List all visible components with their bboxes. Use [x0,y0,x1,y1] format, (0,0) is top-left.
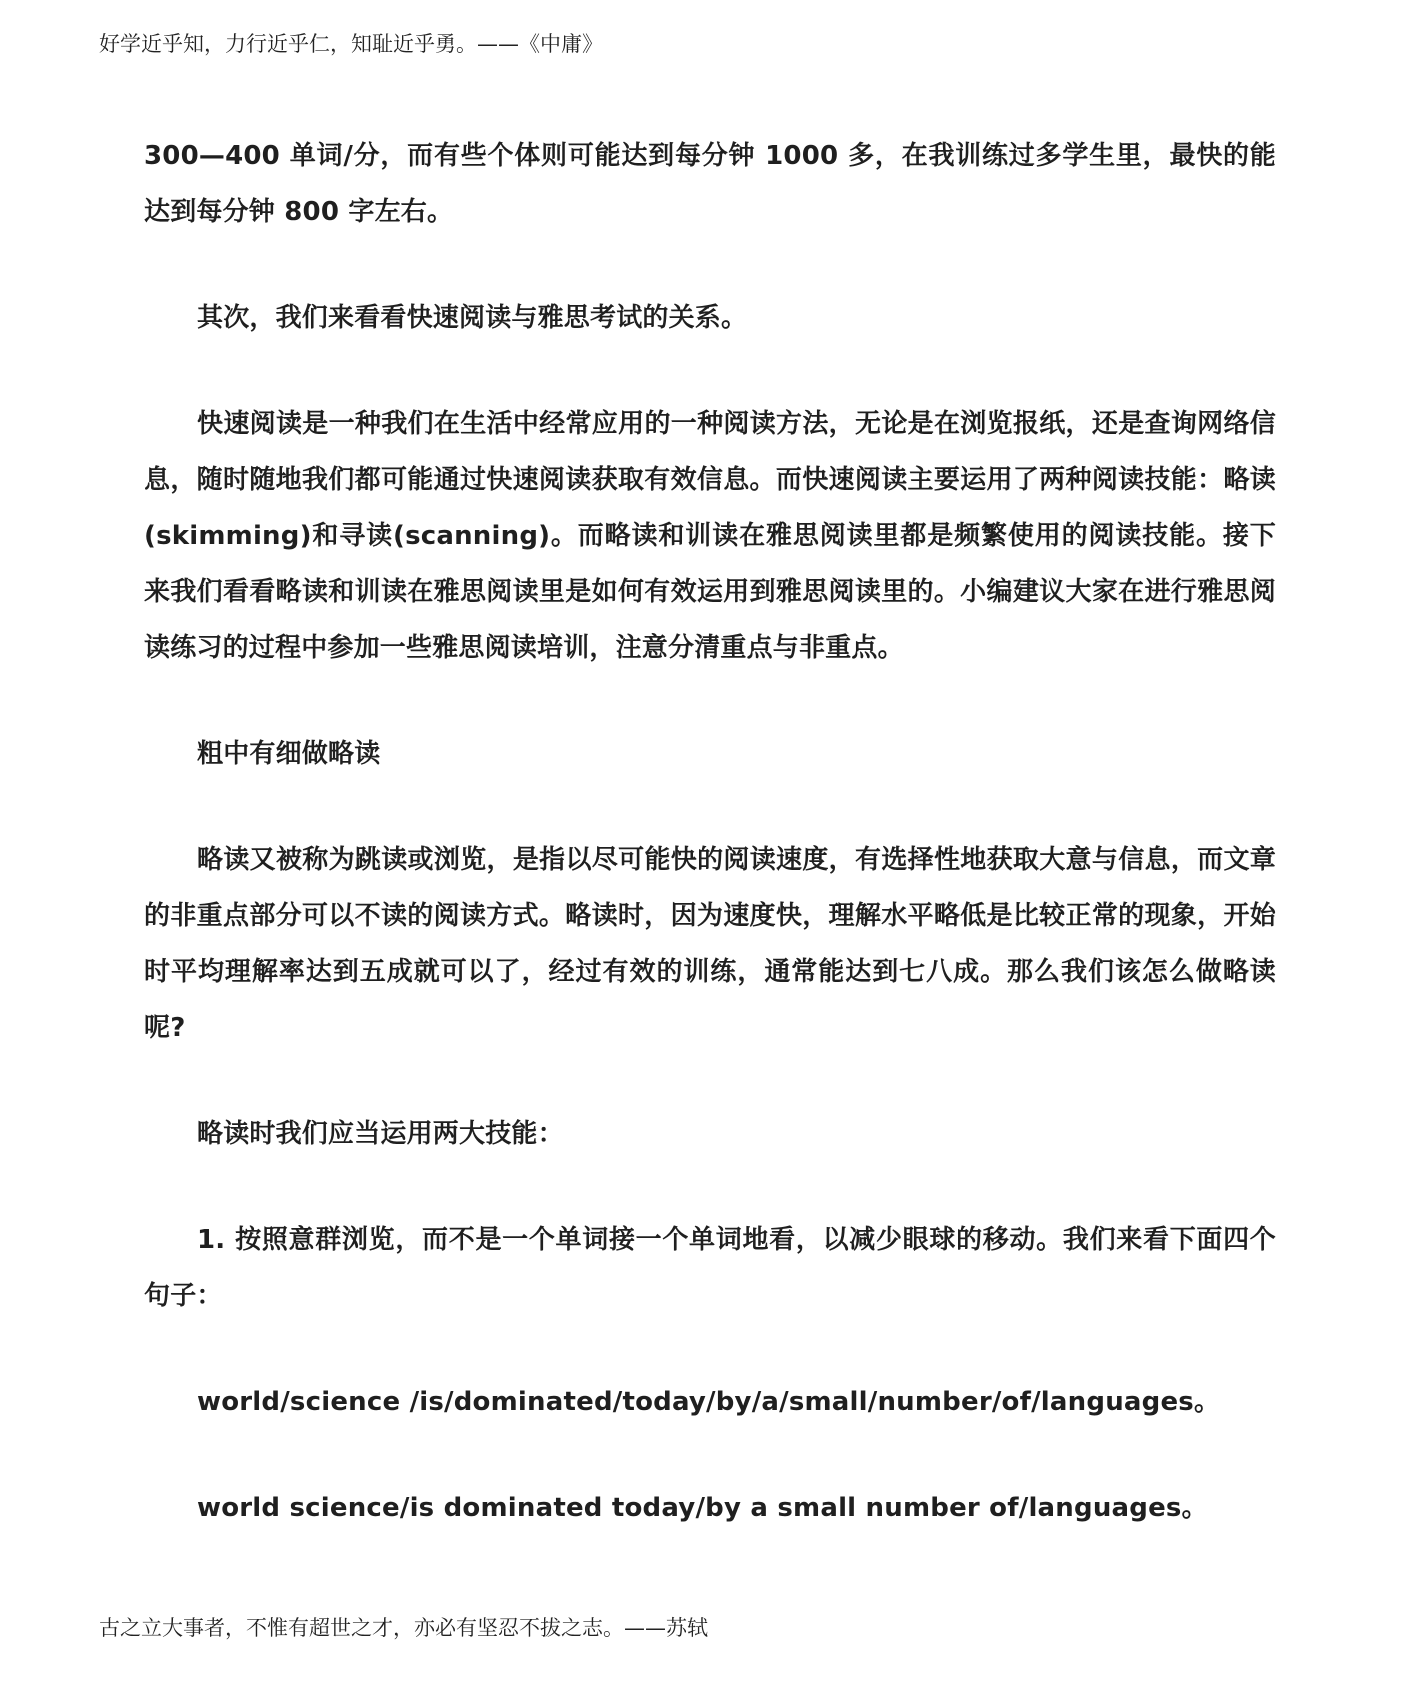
example-sentence-sense-groups: world science/is dominated today/by a small number of/languages。 [197,1493,1208,1523]
paragraph-fast-reading: 快速阅读是一种我们在生活中经常应用的一种阅读方法，无论是在浏览报纸，还是查询网络信息，随时随地我们都可能通过快速阅读获取有效信息。而快速阅读主要运用了两种阅读技能：略读(skimming)和寻读(scanning)。而略读和训读在雅思阅读里都是频繁使用的阅读技能。接下来我们看看略读和训读在雅思阅读里是如何有效运用到雅思阅读里的。小编建议大家在进行雅思阅读练习的过程中参加一些雅思阅读培训，注意分清重点与非重点。 [144,409,1276,663]
example-sentence-word-by-word: world/science /is/dominated/today/by/a/small/number/of/languages。 [197,1387,1221,1417]
list-item-sense-groups: 1. 按照意群浏览，而不是一个单词接一个单词地看，以减少眼球的移动。我们来看下面四个句子： [144,1225,1276,1311]
document-body [144,128,1276,1586]
section-heading-skimming: 粗中有细做略读 [197,739,381,769]
page-header-quote: 好学近乎知，力行近乎仁，知耻近乎勇。——《中庸》 [99,32,603,56]
paragraph-reading-speed: 300—400 单词/分，而有些个体则可能达到每分钟 1000 多，在我训练过多学生里，最快的能达到每分钟 800 字左右。 [144,141,1276,227]
paragraph-skimming-definition: 略读又被称为跳读或浏览，是指以尽可能快的阅读速度，有选择性地获取大意与信息，而文章的非重点部分可以不读的阅读方式。略读时，因为速度快，理解水平略低是比较正常的现象，开始时平均理解率达到五成就可以了，经过有效的训练，通常能达到七八成。那么我们该怎么做略读呢? [144,845,1276,1043]
page-footer-quote: 古之立大事者，不惟有超世之才，亦必有坚忍不拔之志。——苏轼 [99,1616,708,1640]
paragraph-two-skills: 略读时我们应当运用两大技能： [197,1119,564,1149]
paragraph-relation-intro: 其次，我们来看看快速阅读与雅思考试的关系。 [197,303,748,333]
